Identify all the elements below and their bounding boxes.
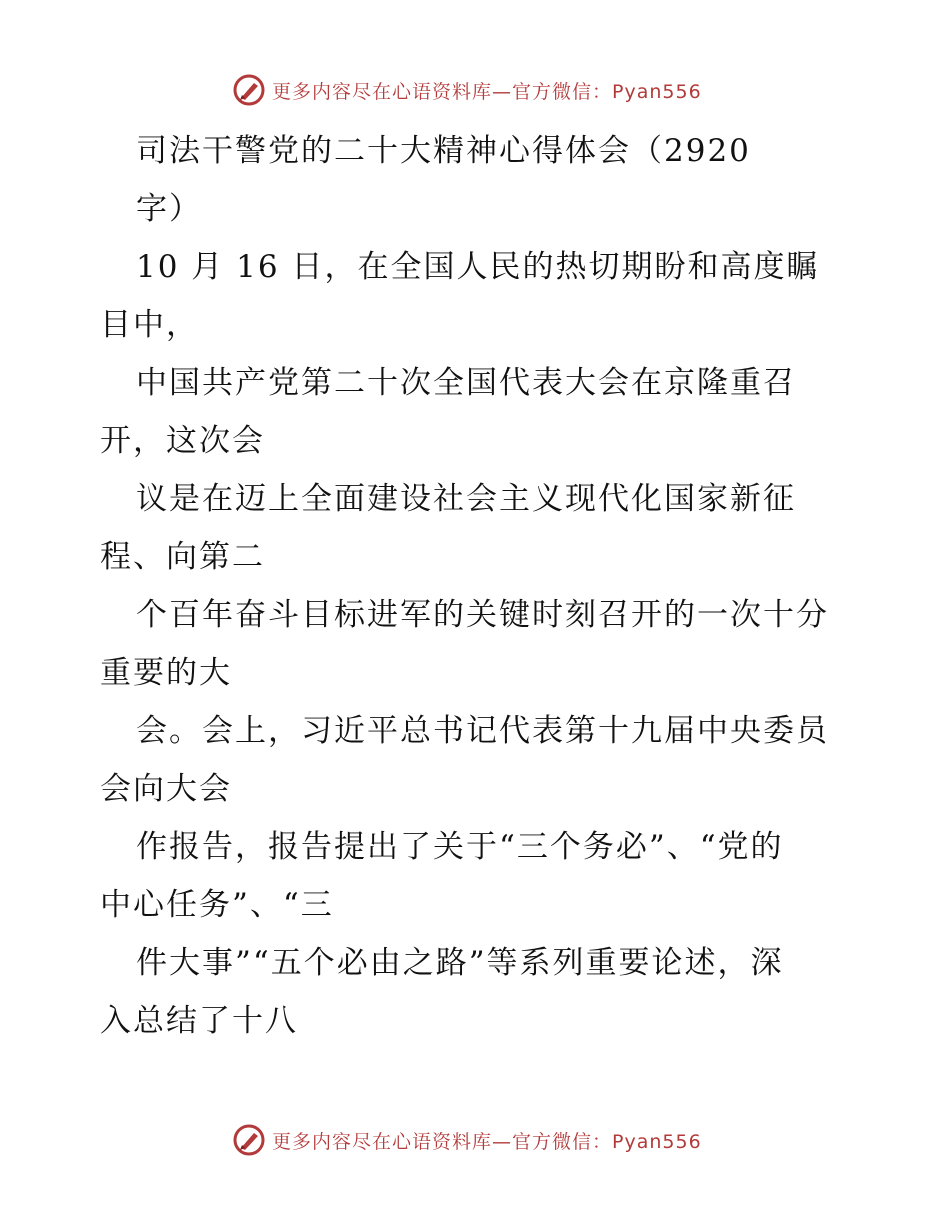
text-line: 中心任务”、“三 [100,887,334,923]
document-body [100,122,860,1050]
text-line: 件大事”“五个必由之路”等系列重要论述，深 [136,945,784,981]
text-line: 中国共产党第二十次全国代表大会在京隆重召 [136,365,796,401]
text-line: 开，这次会 [100,423,265,459]
text-line: 入总结了十八 [100,1003,298,1039]
pen-logo-icon [232,1123,266,1157]
text-line: 会。会上，习近平总书记代表第十九届中央委员 [136,713,829,749]
header-banner-text: 更多内容尽在心语资料库—官方微信：Pyan556 [272,80,702,103]
footer-banner-text: 更多内容尽在心语资料库—官方微信：Pyan556 [272,1130,702,1153]
footer-banner [232,1120,702,1160]
text-line: 会向大会 [100,771,232,807]
text-line: 程、向第二 [100,539,265,575]
header-banner [232,70,702,110]
pen-logo-icon [232,73,266,107]
text-line: 字） [136,191,202,227]
text-line: 作报告，报告提出了关于“三个务必”、“党的 [136,829,784,865]
text-line: 个百年奋斗目标进军的关键时刻召开的一次十分 [136,597,829,633]
text-line: 10 月 16 日，在全国人民的热切期盼和高度瞩 [136,249,820,285]
text-line: 重要的大 [100,655,232,691]
text-line: 议是在迈上全面建设社会主义现代化国家新征 [136,481,796,517]
text-line: 司法干警党的二十大精神心得体会（2920 [136,133,751,169]
text-line: 目中， [100,307,199,343]
